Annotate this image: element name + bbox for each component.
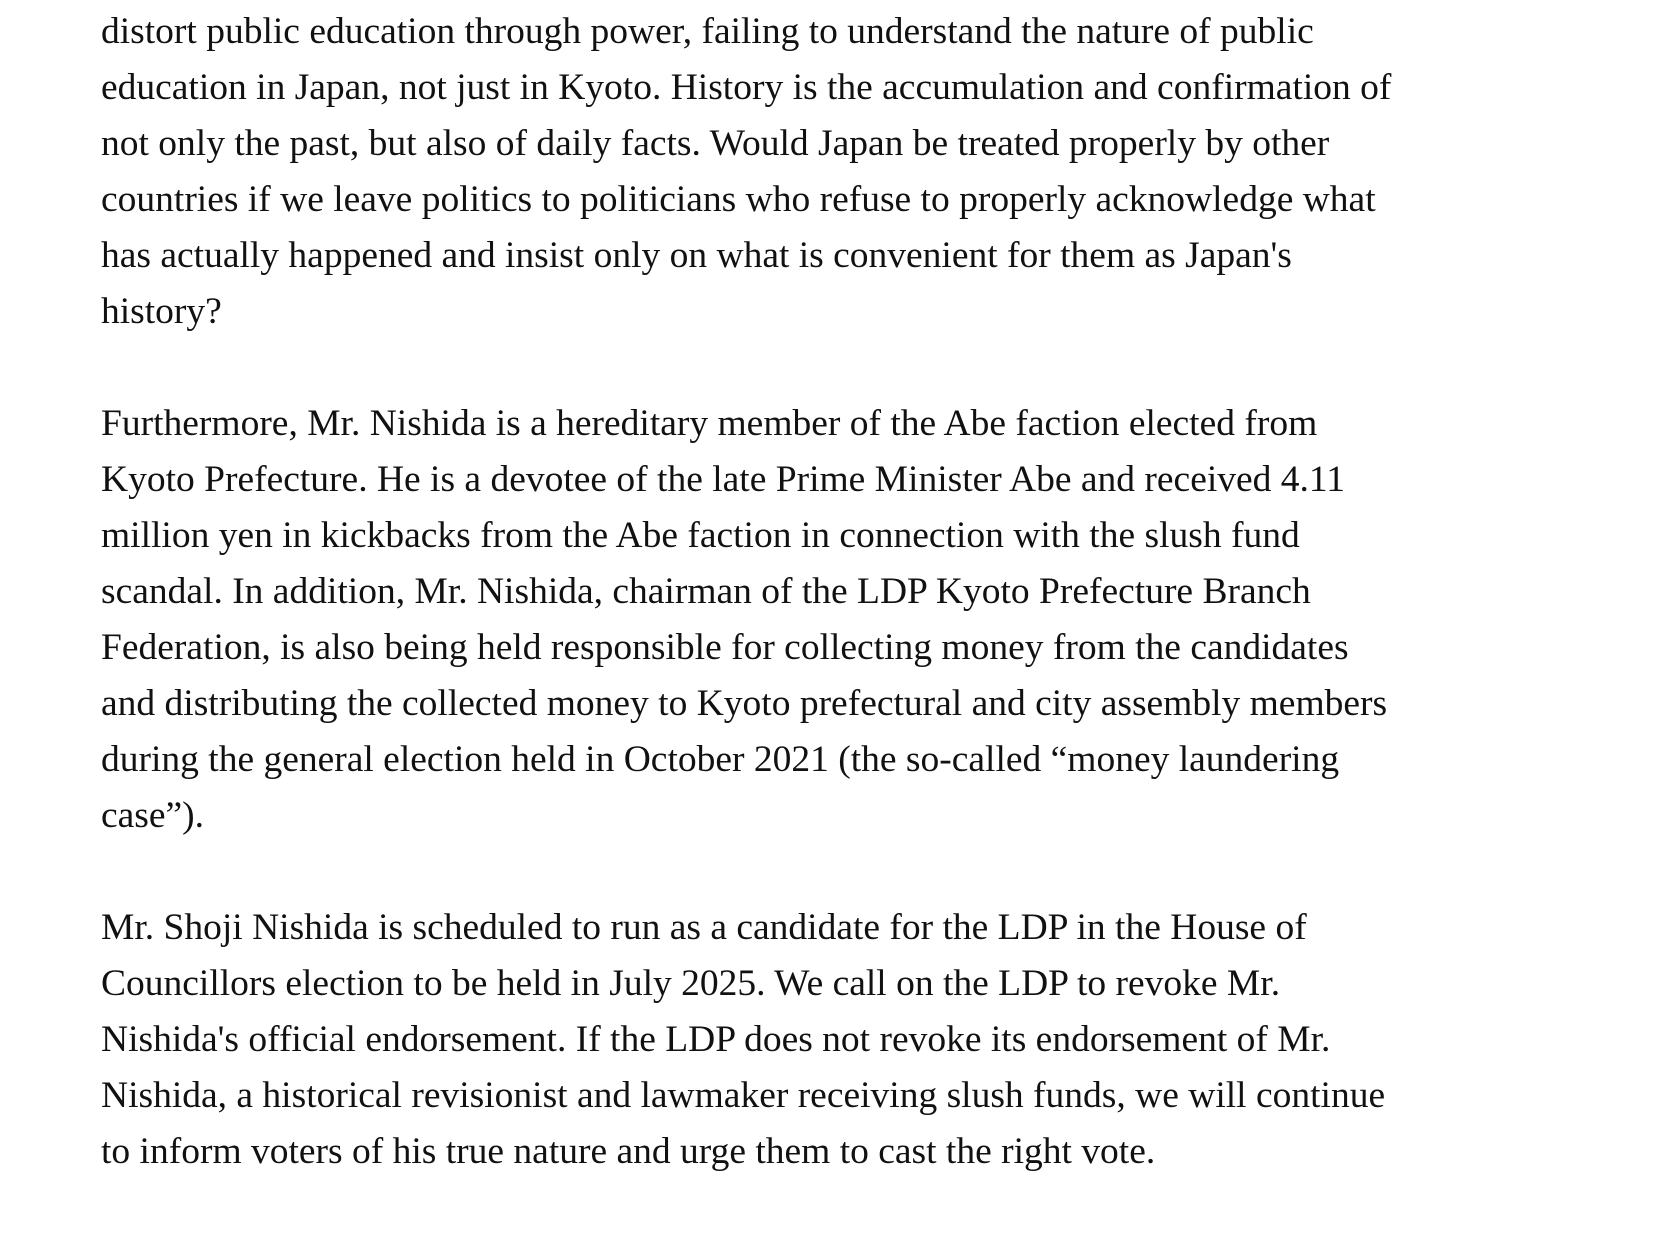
- paragraph-nishida-background: [101, 396, 1561, 844]
- text-line: Nishida, a historical revisionist and lawmaker receiving slush funds, we will continue: [101, 1075, 1386, 1116]
- text-line: Mr. Shoji Nishida is scheduled to run as a candidate for the LDP in the House of: [101, 907, 1307, 948]
- text-line: case”).: [101, 795, 205, 836]
- text-line: distort public education through power, failing to understand the nature of public: [101, 11, 1314, 52]
- text-line: education in Japan, not just in Kyoto. History is the accumulation and confirmation of: [101, 67, 1392, 108]
- text-line: Nishida's official endorsement. If the LDP does not revoke its endorsement of Mr.: [101, 1019, 1331, 1060]
- paragraph-endorsement-call: [101, 900, 1561, 1180]
- document-body: [101, 4, 1561, 1236]
- text-line: million yen in kickbacks from the Abe faction in connection with the slush fund: [101, 515, 1300, 556]
- text-line: not only the past, but also of daily facts. Would Japan be treated properly by other: [101, 123, 1330, 164]
- text-line: to inform voters of his true nature and urge them to cast the right vote.: [101, 1131, 1156, 1172]
- text-line: Federation, is also being held responsible for collecting money from the candidates: [101, 627, 1349, 668]
- text-line: Furthermore, Mr. Nishida is a hereditary member of the Abe faction elected from: [101, 403, 1318, 444]
- text-line: Kyoto Prefecture. He is a devotee of the late Prime Minister Abe and received 4.11: [101, 459, 1346, 500]
- text-line: has actually happened and insist only on what is convenient for them as Japan's: [101, 235, 1292, 276]
- paragraph-history: [101, 4, 1561, 340]
- text-line: and distributing the collected money to Kyoto prefectural and city assembly members: [101, 683, 1388, 724]
- text-line: history?: [101, 291, 222, 332]
- text-line: Councillors election to be held in July 2025. We call on the LDP to revoke Mr.: [101, 963, 1281, 1004]
- text-line: during the general election held in October 2021 (the so-called “money laundering: [101, 739, 1340, 780]
- text-line: countries if we leave politics to politicians who refuse to properly acknowledge what: [101, 179, 1376, 220]
- text-line: scandal. In addition, Mr. Nishida, chairman of the LDP Kyoto Prefecture Branch: [101, 571, 1311, 612]
